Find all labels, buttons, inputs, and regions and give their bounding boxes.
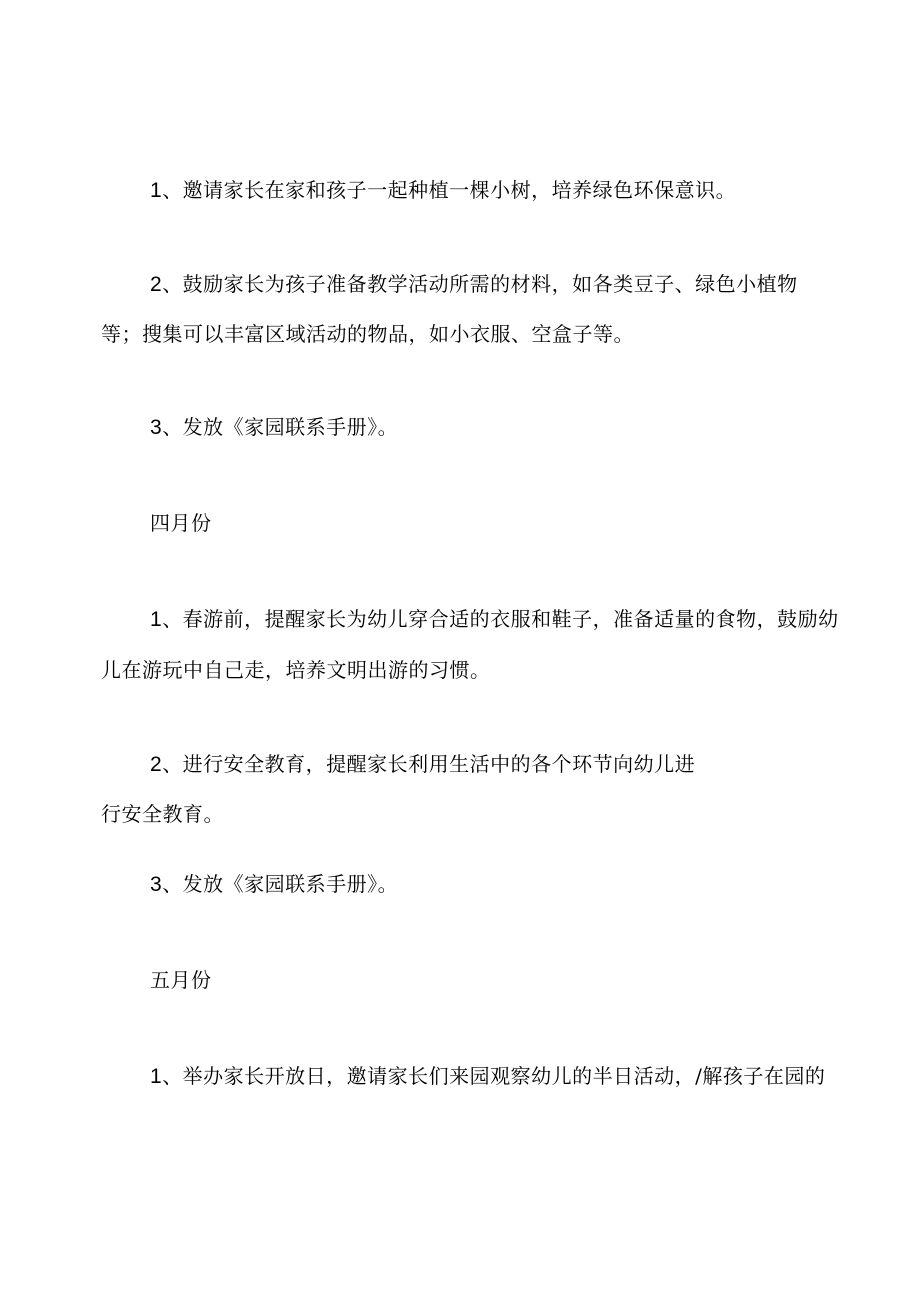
- item-text: 、鼓励家长为孩子准备教学活动所需的材料，如各类豆子、绿色小植物: [162, 272, 798, 296]
- item-text: 、进行安全教育，提醒家长利用生活中的各个环节向幼儿进: [162, 752, 696, 776]
- item-text: 、举办家长开放日，邀请家长们来园观察幼儿的半日活动，/解孩子在园的: [162, 1064, 826, 1088]
- item-number: 2: [150, 273, 163, 296]
- item-number: 2: [150, 753, 163, 776]
- item-text: 行安全教育。: [101, 802, 224, 826]
- item-number: 1: [150, 1065, 163, 1088]
- item-text: 、邀请家长在家和孩子一起种植一棵小树，培养绿色环保意识。: [162, 178, 737, 202]
- plan-item-3: [150, 413, 398, 442]
- item-number: 3: [150, 416, 163, 439]
- item-text: 儿在游玩中自己走，培养文明出游的习惯。: [101, 658, 491, 682]
- section-heading-may: [150, 966, 212, 994]
- item-text: 、发放《家园联系手册》。: [162, 415, 399, 439]
- april-item-2-line-1: [150, 750, 695, 779]
- may-plan-item-1: [150, 176, 736, 205]
- plan-item-2-line-2: [101, 320, 634, 348]
- may-item-1-line-1: [150, 1062, 825, 1091]
- heading-text: 五月份: [150, 968, 212, 992]
- april-item-3: [150, 870, 398, 899]
- april-item-1-line-1: [150, 605, 839, 634]
- heading-text: 四月份: [150, 511, 212, 535]
- item-number: 1: [150, 608, 163, 631]
- item-text: 等；搜集可以丰富区域活动的物品，如小衣服、空盒子等。: [101, 322, 634, 346]
- april-item-1-line-2: [101, 656, 491, 684]
- item-number: 3: [150, 873, 163, 896]
- april-item-2-line-2: [101, 800, 224, 828]
- section-heading-april: [150, 509, 212, 537]
- item-number: 1: [150, 179, 163, 202]
- plan-item-2-line-1: [150, 270, 798, 299]
- item-text: 、春游前，提醒家长为幼儿穿合适的衣服和鞋子，准备适量的食物，鼓励幼: [162, 607, 839, 631]
- item-text: 、发放《家园联系手册》。: [162, 872, 399, 896]
